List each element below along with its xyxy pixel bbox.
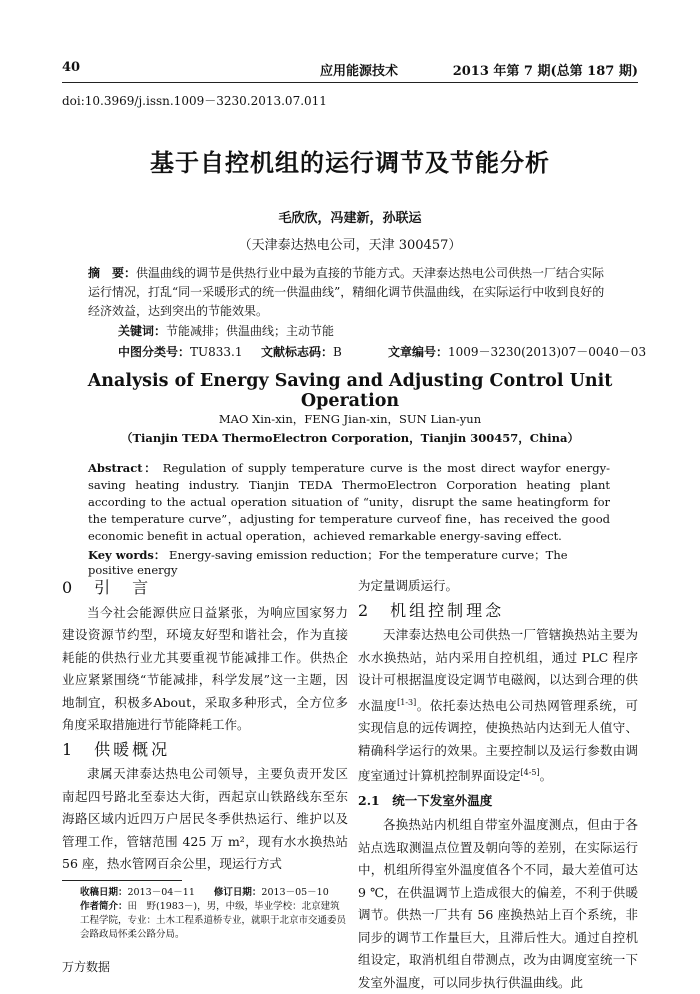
abstract-en bbox=[88, 460, 610, 545]
title-en: Analysis of Energy Saving and Adjusting Control Unit Operation bbox=[87, 371, 613, 411]
subsection-2-1-heading: 2.1 统一下发室外温度 bbox=[358, 792, 493, 808]
keywords-cn-label: 关键词： bbox=[118, 324, 167, 338]
received-date: 2013－04－11 bbox=[127, 887, 195, 898]
keywords-cn-text: 节能减排；供温曲线；主动节能 bbox=[166, 324, 335, 338]
section-1-heading: 1 供暖概况 bbox=[62, 739, 171, 759]
running-header bbox=[62, 58, 638, 83]
right-column bbox=[358, 575, 638, 994]
abstract-en-label: Abstract： bbox=[88, 461, 158, 475]
authors-cn: 毛欣欣，冯建新，孙联运 bbox=[278, 211, 422, 226]
page-number: 40 bbox=[62, 60, 81, 75]
journal-name: 应用能源技术 bbox=[320, 64, 399, 79]
section-2-text-c: 。 bbox=[539, 768, 553, 784]
section-0-heading: 0 引 言 bbox=[62, 578, 152, 597]
affiliation-en: （Tianjin TEDA ThermoElectron Corporation，Tianjin 300457，China） bbox=[120, 431, 579, 445]
watermark: 万方数据 bbox=[62, 960, 111, 974]
clc-label: 中图分类号： bbox=[118, 345, 191, 359]
continued-text: 为定量调质运行。 bbox=[358, 578, 459, 593]
doc-code bbox=[261, 343, 342, 360]
author-bio-label: 作者简介： bbox=[80, 901, 128, 912]
citation-ref: [4-5] bbox=[520, 768, 540, 778]
affiliation-cn: （天津泰达热电公司，天津 300457） bbox=[238, 238, 462, 253]
authors-en: MAO Xin-xin，FENG Jian-xin，SUN Lian-yun bbox=[218, 412, 482, 426]
section-2-heading: 2 机组控制理念 bbox=[358, 600, 505, 620]
keywords-en bbox=[88, 547, 610, 577]
keywords-cn bbox=[118, 322, 334, 339]
footnote bbox=[80, 886, 348, 942]
subsection-2-1-paragraph: 各换热站内机组自带室外温度测点，但由于各站点选取测温点位置及朝向等的差别，在实际运行中，机组所得室外温度值各个不同，最大差值可达 9 ℃，在供温调节上造成很大的偏差，不利于供暖调节。供热一厂共有 56 座换热站上百个系统，非同步的调节工作量巨大，且滞后性大。通过自控机组设定，取消机组自带测点，改为由调度室统一下发室外温度，可以同步执行供温曲线。此 bbox=[358, 817, 638, 990]
author-bio-text: 田 野(1983－)，男，中级，毕业学校：北京建筑工程学院，专业：土木工程系道桥专业，就职于北京市交通委员会路政局怀柔公路分局。 bbox=[80, 901, 347, 940]
keywords-en-text: Energy-saving emission reduction；For the temperature curve；The positive energy bbox=[88, 548, 568, 577]
revised-date: 2013－05－10 bbox=[261, 887, 329, 898]
footnote-rule bbox=[62, 880, 182, 881]
citation-ref: [1-3] bbox=[397, 697, 417, 707]
clc-number bbox=[118, 343, 243, 360]
section-2-text-a: 天津泰达热电公司供热一厂管辖换热站主要为水水换热站，站内采用自控机组，通过 PLC 程序设计可根据温度设定调节电磁阀，以达到合理的供水温度 bbox=[358, 627, 638, 713]
abstract-cn bbox=[88, 264, 610, 321]
revised-label: 修订日期： bbox=[213, 887, 262, 898]
section-2-paragraph bbox=[358, 624, 638, 788]
received-label: 收稿日期： bbox=[80, 887, 128, 898]
doc-value: B bbox=[333, 345, 342, 359]
article-number bbox=[388, 343, 646, 360]
doi: doi:10.3969/j.issn.1009－3230.2013.07.011 bbox=[62, 94, 327, 108]
section-1-paragraph: 隶属天津泰达热电公司领导，主要负责开发区南起四号路北至泰达大街，西起京山铁路线东至东海路区域内近四万户居民冬季供热运行、维护以及管理工作，管辖范围 425 万 m²，现有水水换热站 56 座，热水管网百余公里，现运行方式 bbox=[62, 766, 348, 871]
keywords-en-label: Key words： bbox=[88, 548, 166, 562]
section-0-paragraph: 当今社会能源供应日益紧张，为响应国家努力建设资源节约型，环境友好型和谐社会，作为直接耗能的供热行业尤其要重视节能减排工作。供热企业应紧紧围绕“节能减排，科学发展”这一主题，因地制宜，积极多About，采取多种形式，全方位多角度采取措施进行节能降耗工作。 bbox=[62, 604, 348, 732]
abstract-en-text: Regulation of supply temperature curve is the most direct wayfor energy-saving heating industry. Tianjin TEDA ThermoElectron Corporation heating plant according to the actual operation situation of “unity，disrupt the same heatingform for the temperature curve”，adjusting for temperature curveof fine，has received the good economic benefit in actual operation，achieved remarkable energy-saving effect. bbox=[88, 461, 611, 543]
footnote-author bbox=[80, 900, 348, 942]
left-column bbox=[62, 575, 348, 876]
doc-label: 文献标志码： bbox=[261, 345, 334, 359]
abstract-cn-text: 供温曲线的调节是供热行业中最为直接的节能方式。天津泰达热电公司供热一厂结合实际运行情况，打乱“同一采暖形式的统一供温曲线”，精细化调节供温曲线，在实际运行中收到良好的经济效益，达到突出的节能效果。 bbox=[88, 266, 605, 318]
article-label: 文章编号： bbox=[388, 345, 449, 359]
title-cn: 基于自控机组的运行调节及节能分析 bbox=[150, 148, 550, 177]
abstract-cn-label: 摘 要： bbox=[88, 266, 137, 280]
article-value: 1009－3230(2013)07－0040－03 bbox=[448, 345, 647, 359]
clc-value: TU833.1 bbox=[190, 345, 243, 359]
footnote-dates bbox=[80, 886, 348, 900]
section-2-text-b: 。依托泰达热电公司热网管理系统，可实现信息的远传调控，使换热站内达到无人值守、精确科学运行的效果。主要控制以及运行参数由调度室通过计算机控制界面设定 bbox=[358, 697, 638, 784]
issue-info: 2013 年第 7 期(总第 187 期) bbox=[452, 64, 638, 79]
